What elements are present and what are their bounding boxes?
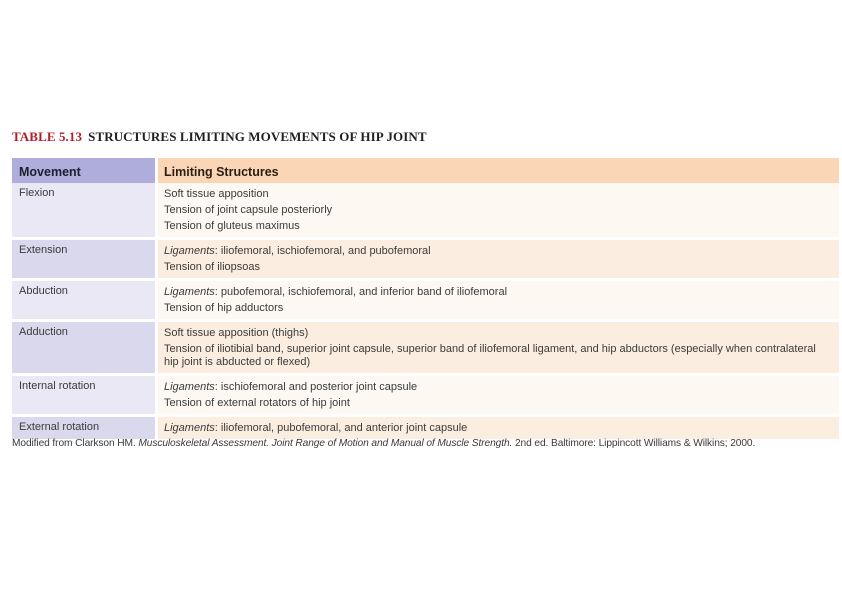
movement-cell: Abduction: [12, 281, 158, 319]
table-body: [12, 183, 839, 439]
movement-cell: External rotation: [12, 417, 158, 439]
ligaments-label: Ligaments: [164, 422, 215, 434]
structure-line: [164, 204, 819, 217]
source-tail: 2nd ed. Baltimore: Lippincott Williams & Wilkins; 2000.: [512, 438, 756, 449]
structure-line: [164, 188, 819, 201]
structure-line: [164, 286, 819, 299]
structure-text: Tension of joint capsule posteriorly: [164, 204, 333, 216]
limiting-structures-cell: [158, 281, 839, 319]
structure-text: Soft tissue apposition: [164, 188, 269, 200]
structure-text: : ischiofemoral and posterior joint capsule: [214, 381, 418, 393]
table-row: [12, 278, 839, 319]
structure-text: Tension of gluteus maximus: [164, 220, 300, 232]
header-movement: Movement: [12, 158, 158, 183]
table-row: [12, 237, 839, 278]
structure-text: Tension of iliotibial band, superior joint capsule, superior band of iliofemoral ligament, and hip abductors (especially when contralateral hip joint is abducted or flexed): [164, 343, 816, 368]
table-row: [12, 183, 839, 237]
structure-text: : iliofemoral, ischiofemoral, and pubofemoral: [214, 245, 431, 257]
table-row: [12, 414, 839, 439]
structure-line: [164, 397, 819, 410]
structure-text: : pubofemoral, ischiofemoral, and inferior band of iliofemoral: [214, 286, 508, 298]
movement-cell: Extension: [12, 240, 158, 278]
source-work-title: Musculoskeletal Assessment. Joint Range of Motion and Manual of Muscle Strength.: [138, 438, 513, 449]
structure-text: Tension of external rotators of hip joint: [164, 397, 350, 409]
ligaments-label: Ligaments: [164, 286, 215, 298]
table-row: [12, 319, 839, 373]
structure-text: Tension of iliopsoas: [164, 261, 261, 273]
limiting-structures-cell: [158, 240, 839, 278]
movement-cell: Adduction: [12, 322, 158, 373]
limiting-structures-cell: [158, 322, 839, 373]
source-lead: Modified from Clarkson HM.: [12, 438, 139, 449]
structure-line: [164, 422, 819, 435]
structure-line: [164, 327, 819, 340]
source-citation: [12, 438, 842, 449]
structure-text: Soft tissue apposition (thighs): [164, 327, 309, 339]
structure-line: [164, 220, 819, 233]
structure-line: [164, 245, 819, 258]
ligaments-label: Ligaments: [164, 381, 215, 393]
table-title: STRUCTURES LIMITING MOVEMENTS OF HIP JOINT: [88, 129, 427, 144]
limiting-structures-cell: [158, 183, 839, 237]
limiting-structures-cell: [158, 376, 839, 414]
structure-line: [164, 381, 819, 394]
table-caption: [12, 129, 427, 145]
structure-text: : iliofemoral, pubofemoral, and anterior joint capsule: [214, 422, 468, 434]
table-number: TABLE 5.13: [12, 129, 83, 144]
header-limiting-structures: Limiting Structures: [158, 158, 839, 183]
limiting-structures-table: [12, 158, 839, 439]
structure-line: [164, 302, 819, 315]
movement-cell: Internal rotation: [12, 376, 158, 414]
structure-line: [164, 261, 819, 274]
limiting-structures-cell: [158, 417, 839, 439]
table-header-row: [12, 158, 839, 183]
movement-cell: Flexion: [12, 183, 158, 237]
structure-line: [164, 343, 819, 369]
ligaments-label: Ligaments: [164, 245, 215, 257]
structure-text: Tension of hip adductors: [164, 302, 284, 314]
table-row: [12, 373, 839, 414]
